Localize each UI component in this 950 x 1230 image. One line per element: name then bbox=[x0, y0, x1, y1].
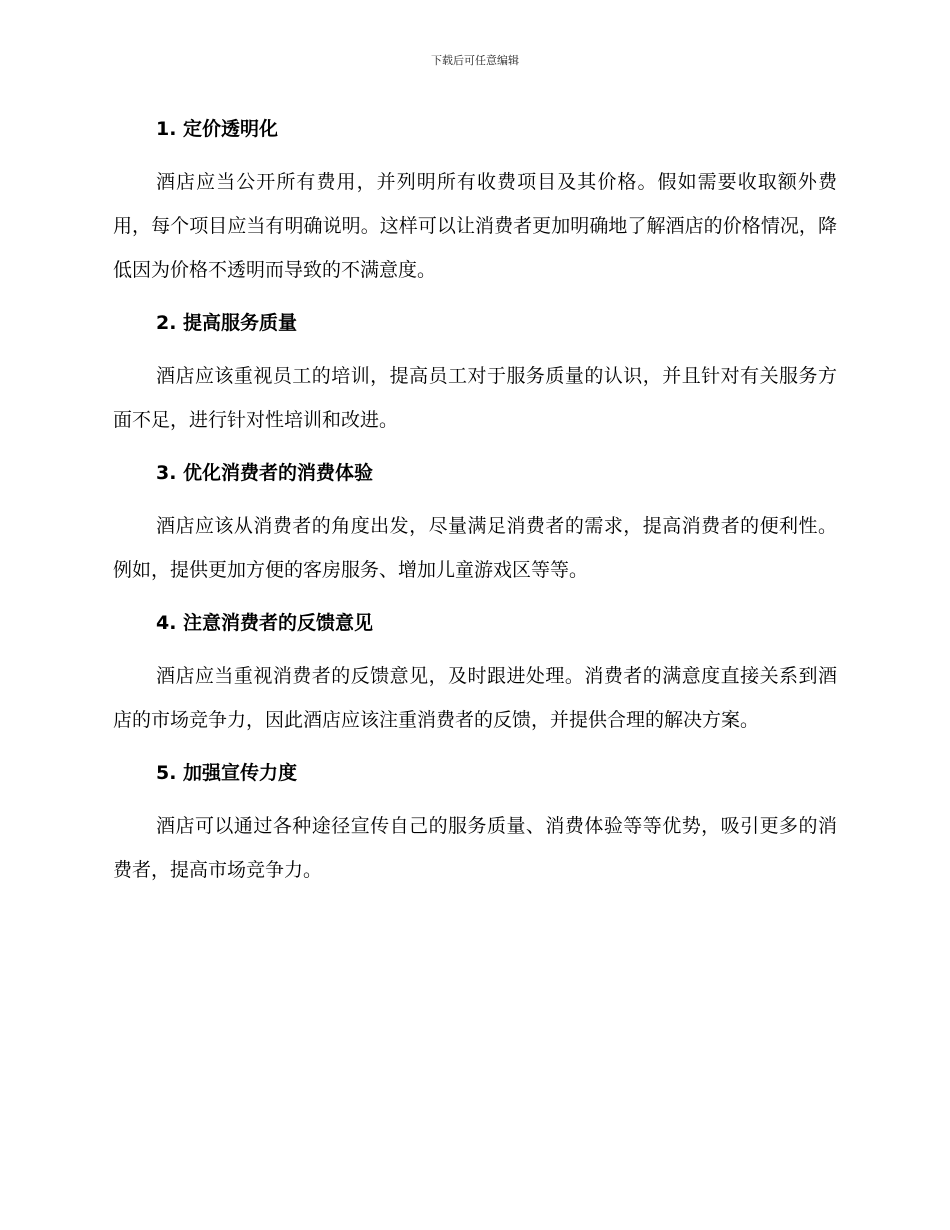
section-pricing-transparency bbox=[113, 112, 837, 292]
section-paragraph: 酒店应该重视员工的培训，提高员工对于服务质量的认识，并且针对有关服务方面不足，进行针对性培训和改进。 bbox=[113, 365, 837, 431]
header-note: 下载后可任意编辑 bbox=[431, 54, 519, 67]
section-heading: 4. 注意消费者的反馈意见 bbox=[156, 612, 374, 634]
section-promotion bbox=[113, 756, 837, 892]
section-paragraph: 酒店应当重视消费者的反馈意见，及时跟进处理。消费者的满意度直接关系到酒店的市场竞争力，因此酒店应该注重消费者的反馈，并提供合理的解决方案。 bbox=[113, 665, 837, 731]
section-consumer-experience bbox=[113, 456, 837, 592]
section-paragraph: 酒店应该从消费者的角度出发，尽量满足消费者的需求，提高消费者的便利性。例如，提供更加方便的客房服务、增加儿童游戏区等等。 bbox=[113, 515, 837, 581]
section-paragraph: 酒店应当公开所有费用，并列明所有收费项目及其价格。假如需要收取额外费用，每个项目应当有明确说明。这样可以让消费者更加明确地了解酒店的价格情况，降低因为价格不透明而导致的不满意度。 bbox=[113, 171, 837, 281]
section-paragraph: 酒店可以通过各种途径宣传自己的服务质量、消费体验等等优势，吸引更多的消费者，提高市场竞争力。 bbox=[113, 815, 837, 881]
section-heading: 1. 定价透明化 bbox=[156, 118, 279, 140]
section-heading: 3. 优化消费者的消费体验 bbox=[156, 462, 374, 484]
section-heading: 5. 加强宣传力度 bbox=[156, 762, 298, 784]
section-service-quality bbox=[113, 306, 837, 442]
document-body bbox=[113, 112, 837, 906]
section-heading: 2. 提高服务质量 bbox=[156, 312, 298, 334]
section-consumer-feedback bbox=[113, 606, 837, 742]
